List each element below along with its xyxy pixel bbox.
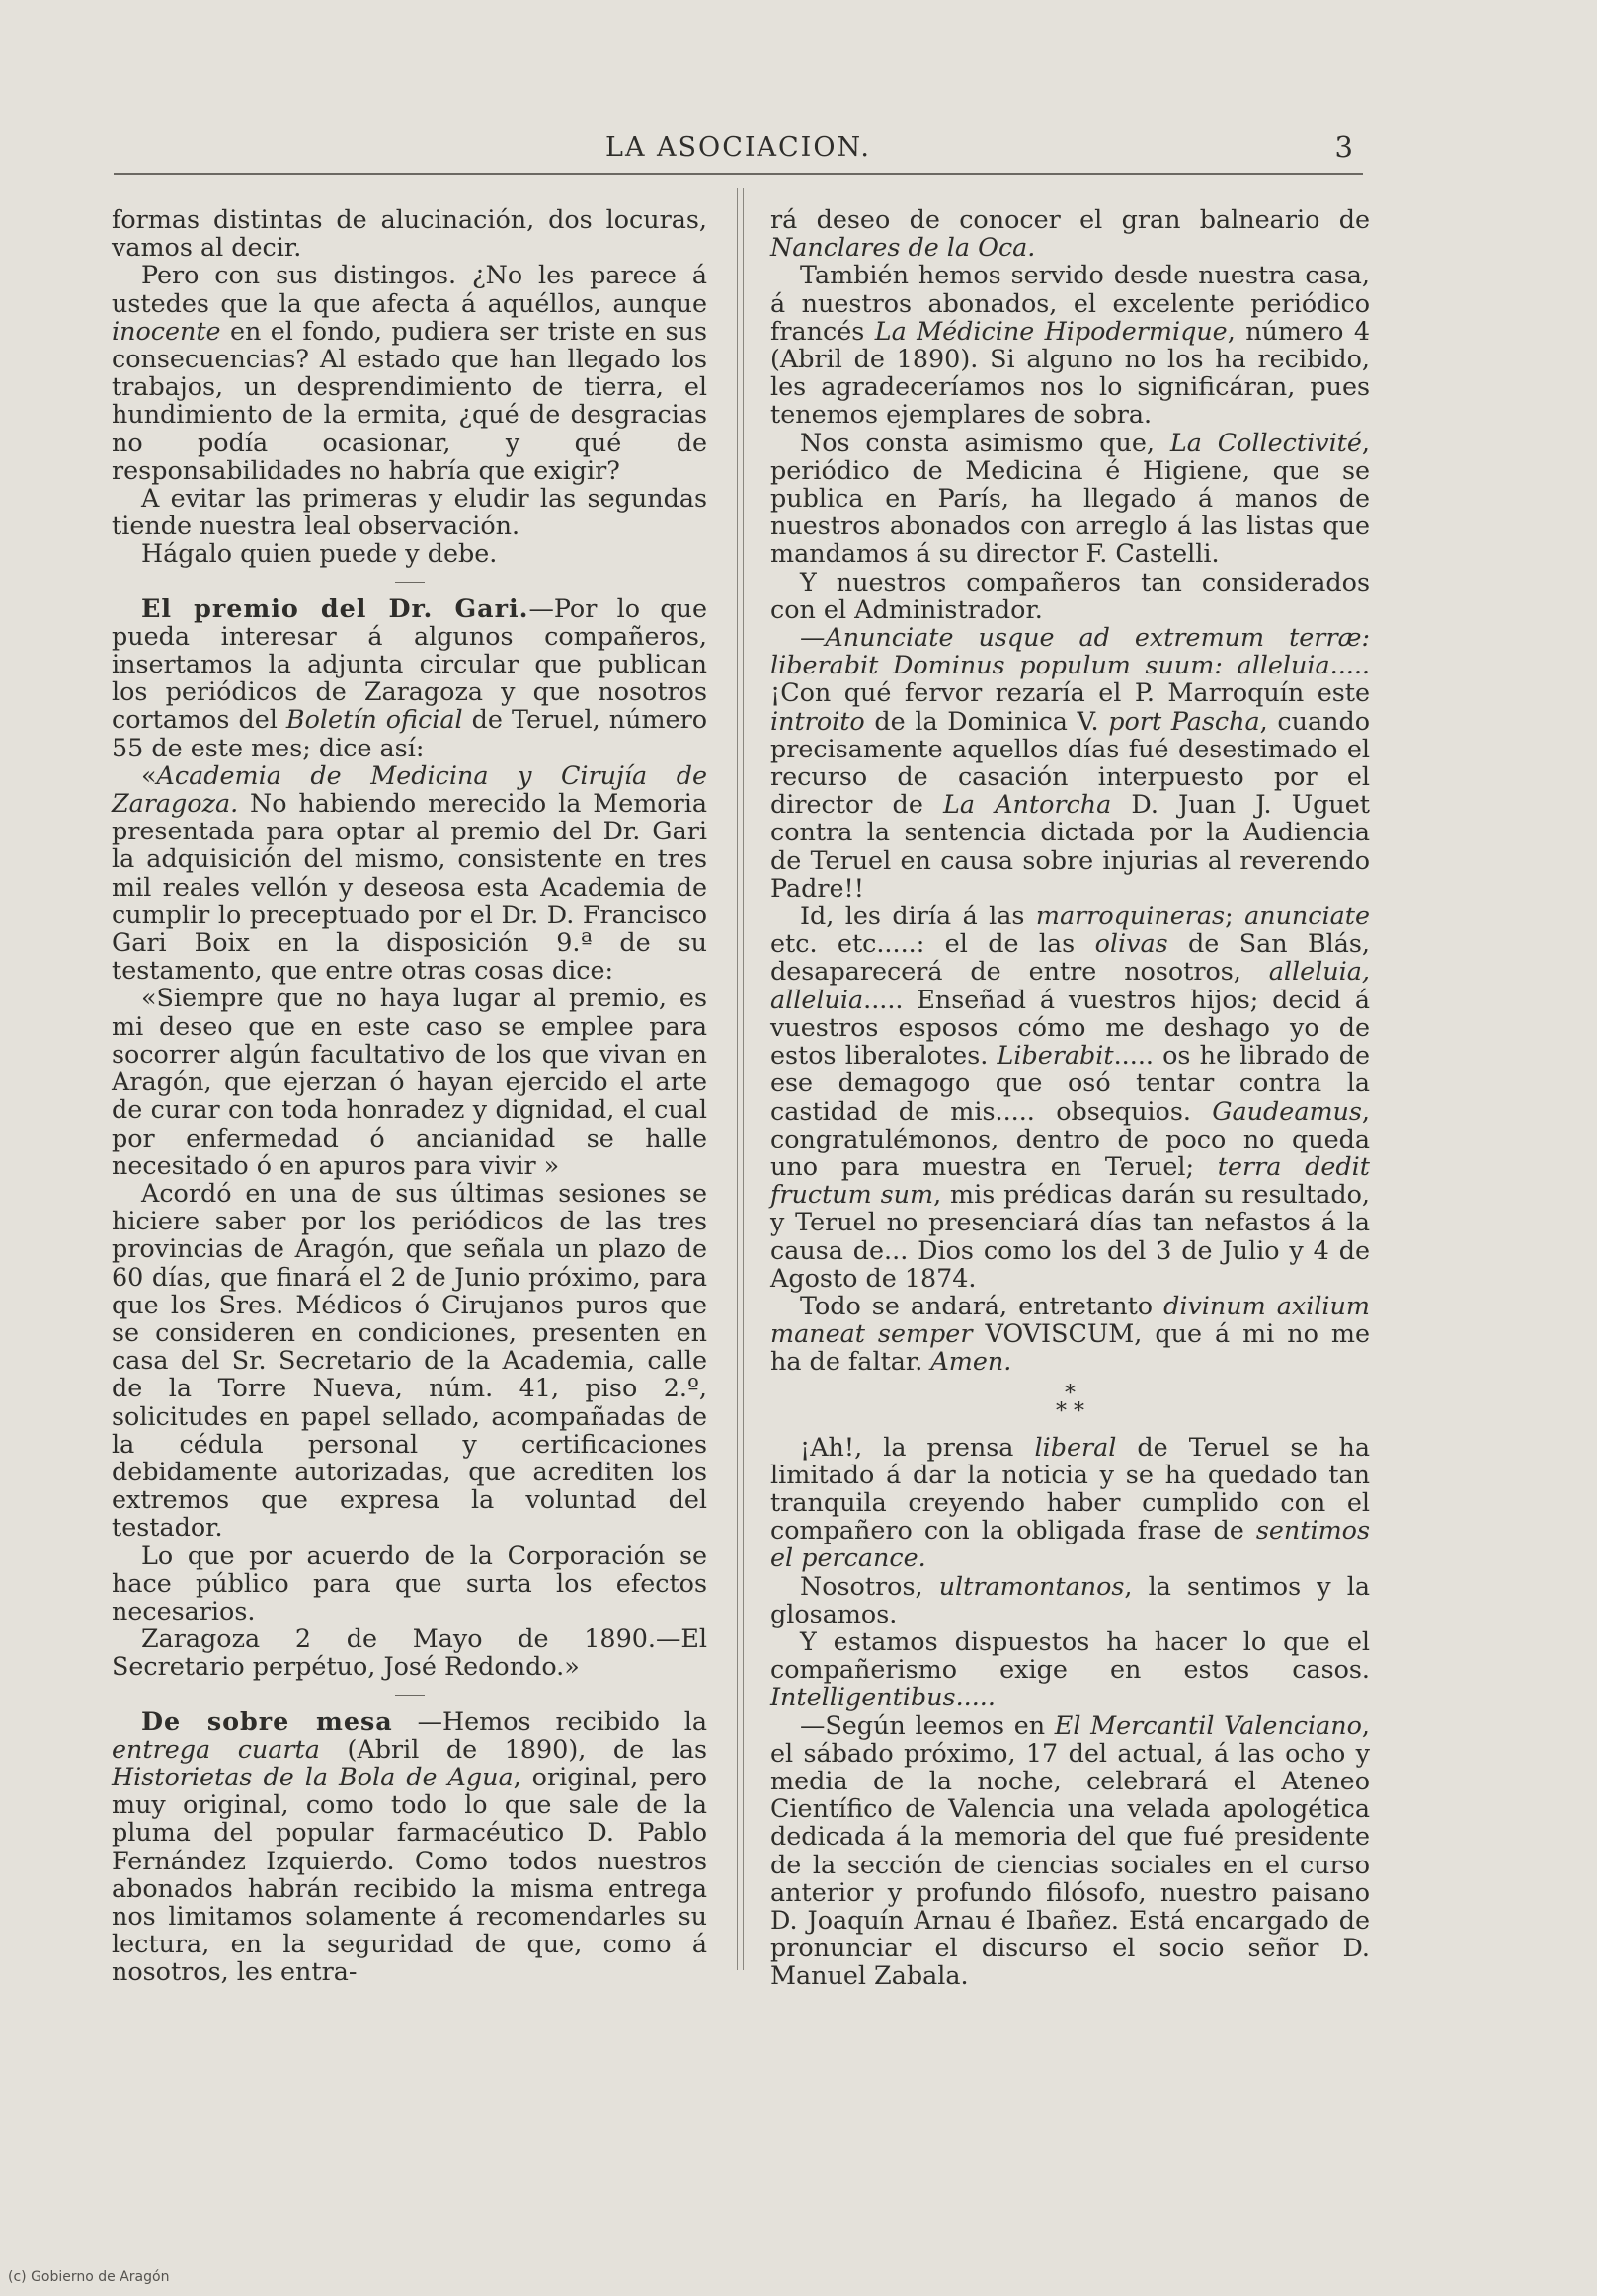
publication-title: LA ASOCIACION.: [605, 132, 871, 163]
paragraph: «Siempre que no haya lugar al premio, es mi deseo que en este caso se emplee para socorrer algún facultativo de los que vivan en Aragón, que ejerzan ó hayan ejercido el arte de curar con toda honradez y dignidad, el cual por enfermedad ó ancianidad se halle necesitado ó en apuros para vivir »: [112, 983, 707, 1180]
paragraph: Nos consta asimismo que, La Collectivité, periódico de Medicina é Higiene, que se publica en París, ha llegado á manos de nuestros abonados con arreglo á las listas que mandamos á su director F. Castelli.: [770, 427, 1370, 569]
paragraph: Hágalo quien puede y debe.: [141, 538, 498, 569]
paragraph: Pero con sus distingos. ¿No les parece á ustedes que la que afecta á aquéllos, aunque inocente en el fondo, pudiera ser triste en sus consecuencias? Al estado que han llegado los trabajos, un desprendimiento de tierra, el hundimiento de la ermita, ¿qué de desgracias no podía ocasionar, y qué de responsabilidades no habría que exigir?: [112, 260, 707, 485]
paragraph: rá deseo de conocer el gran balneario de Nanclares de la Oca.: [770, 204, 1370, 263]
page-header: [114, 126, 1363, 178]
paragraph: Id, les diría á las marroquineras; anunciate etc. etc.....: el de las olivas de San Blás, desaparecerá de entre nosotros, alleluia, alleluia..... Enseñad á vuestros hijos; decid á vuestros esposos cómo me deshago yo de estos liberalotes. Liberabit..... os he librado de ese demagogo que osó tentar contra la castidad de mis..... obsequios. Gaudeamus, congratulémonos, dentro de poco no queda uno para muestra en Teruel; terra dedit fructum sum, mis prédicas darán su resultado, y Teruel no presenciará días tan nefastos á la causa de... Dios como los del 3 de Julio y 4 de Agosto de 1874.: [770, 901, 1370, 1293]
paragraph: Y estamos dispuestos ha hacer lo que el compañerismo exige en estos casos. Intelligentibus.....: [770, 1625, 1370, 1712]
column-divider: [737, 188, 744, 1970]
right-column: [770, 205, 1370, 1990]
paragraph: Y nuestros compañeros tan considerados con el Administrador.: [770, 566, 1370, 624]
paragraph: Acordó en una de sus últimas sesiones se hiciere saber por los periódicos de las tres provincias de Aragón, que señala un plazo de 60 días, que finará el 2 de Junio próximo, para que los Sres. Médicos ó Cirujanos puros que se consideren en condiciones, presenten en casa del Sr. Secretario de la Academia, calle de la Torre Nueva, núm. 41, piso 2.º, solicitudes en papel sellado, acompañadas de la cédula personal y certificaciones debidamente autorizadas, que acrediten los extremos que expresa la voluntad del testador.: [112, 1177, 707, 1543]
paragraph: A evitar las primeras y eludir las segundas tiende nuestra leal observación.: [112, 483, 707, 541]
paragraph: Zaragoza 2 de Mayo de 1890.—El Secretario perpétuo, José Redondo.»: [112, 1623, 707, 1682]
paragraph: —Según leemos en El Mercantil Valenciano, el sábado próximo, 17 del actual, á las ocho y media de la noche, celebrará el Ateneo Científico de Valencia una velada apologética dedicada á la memoria del que fué presidente de la sección de ciencias sociales en el curso anterior y profundo filósofo, nuestro paisano D. Joaquín Arnau é Ibañez. Está encargado de pronunciar el discurso el socio señor D. Manuel Zabala.: [770, 1709, 1370, 1991]
paragraph: Todo se andará, entretanto divinum axilium maneat semper VOVISCUM, que á mi no me ha de faltar. Amen.: [770, 1290, 1370, 1377]
left-column: [112, 205, 707, 1986]
paragraph: Nosotros, ultramontanos, la sentimos y la glosamos.: [770, 1570, 1371, 1628]
header-rule: [114, 173, 1363, 175]
paragraph: Lo que por acuerdo de la Corporación se hace público para que surta los efectos necesarios.: [112, 1540, 707, 1625]
section-separator: [395, 582, 425, 583]
section-separator: [395, 1695, 425, 1696]
paragraph: «Academia de Medicina y Cirujía de Zaragoza. No habiendo merecido la Memoria presentada para optar al premio del Dr. Gari la adquisición del mismo, consistente en tres mil reales vellón y deseosa esta Academia de cumplir lo preceptuado por el Dr. D. Francisco Gari Boix en la disposición 9.ª de su testamento, que entre otras cosas dice:: [112, 759, 707, 986]
article-heading: El premio del Dr. Gari.: [141, 593, 529, 623]
paragraph: —Anunciate usque ad extremum terræ: liberabit Dominus populum suum: alleluia..... ¡Con qué fervor rezaría el P. Marroquín este introito de la Dominica V. port Pascha, cuando precisamente aquellos días fué desestimado el recurso de casación interpuesto por el director de La Antorcha D. Juan J. Uguet contra la sentencia dictada por la Audiencia de Teruel en causa sobre injurias al reverendo Padre!!: [770, 622, 1370, 903]
paragraph: También hemos servido desde nuestra casa, á nuestros abonados, el excelente periódico francés La Médicine Hipodermique, número 4 (Abril de 1890). Si alguno no los ha recibido, les agradeceríamos nos lo significáran, pues tenemos ejemplares de sobra.: [770, 260, 1370, 430]
article-sobre-mesa: De sobre mesa —Hemos recibido la entrega cuarta (Abril de 1890), de las Historietas de la Bola de Agua, original, pero muy original, como todo lo que sale de la pluma del popular farmacéutico D. Pablo Fernández Izquierdo. Como todos nuestros abonados habrán recibido la misma entrega nos limitamos solamente á recomendarles su lectura, en la seguridad de que, como á nosotros, les entra-: [112, 1705, 708, 1987]
paragraph: formas distintas de alucinación, dos locuras, vamos al decir.: [112, 204, 707, 263]
asterism-separator: * * *: [1056, 1381, 1084, 1424]
page-number: 3: [1334, 130, 1353, 164]
article-heading: De sobre mesa: [141, 1705, 393, 1736]
copyright-notice: (c) Gobierno de Aragón: [8, 2269, 170, 2285]
paragraph: ¡Ah!, la prensa liberal de Teruel se ha limitado á dar la noticia y se ha quedado tan tranquila creyendo haber cumplido con el compañero con la obligada frase de sentimos el percance.: [770, 1431, 1370, 1573]
article-gari: El premio del Dr. Gari.—Por lo que pueda interesar á algunos compañeros, insertamos la adjunta circular que publican los periódicos de Zaragoza y que nosotros cortamos del Boletín oficial de Teruel, número 55 de este mes; dice así:: [112, 593, 708, 762]
